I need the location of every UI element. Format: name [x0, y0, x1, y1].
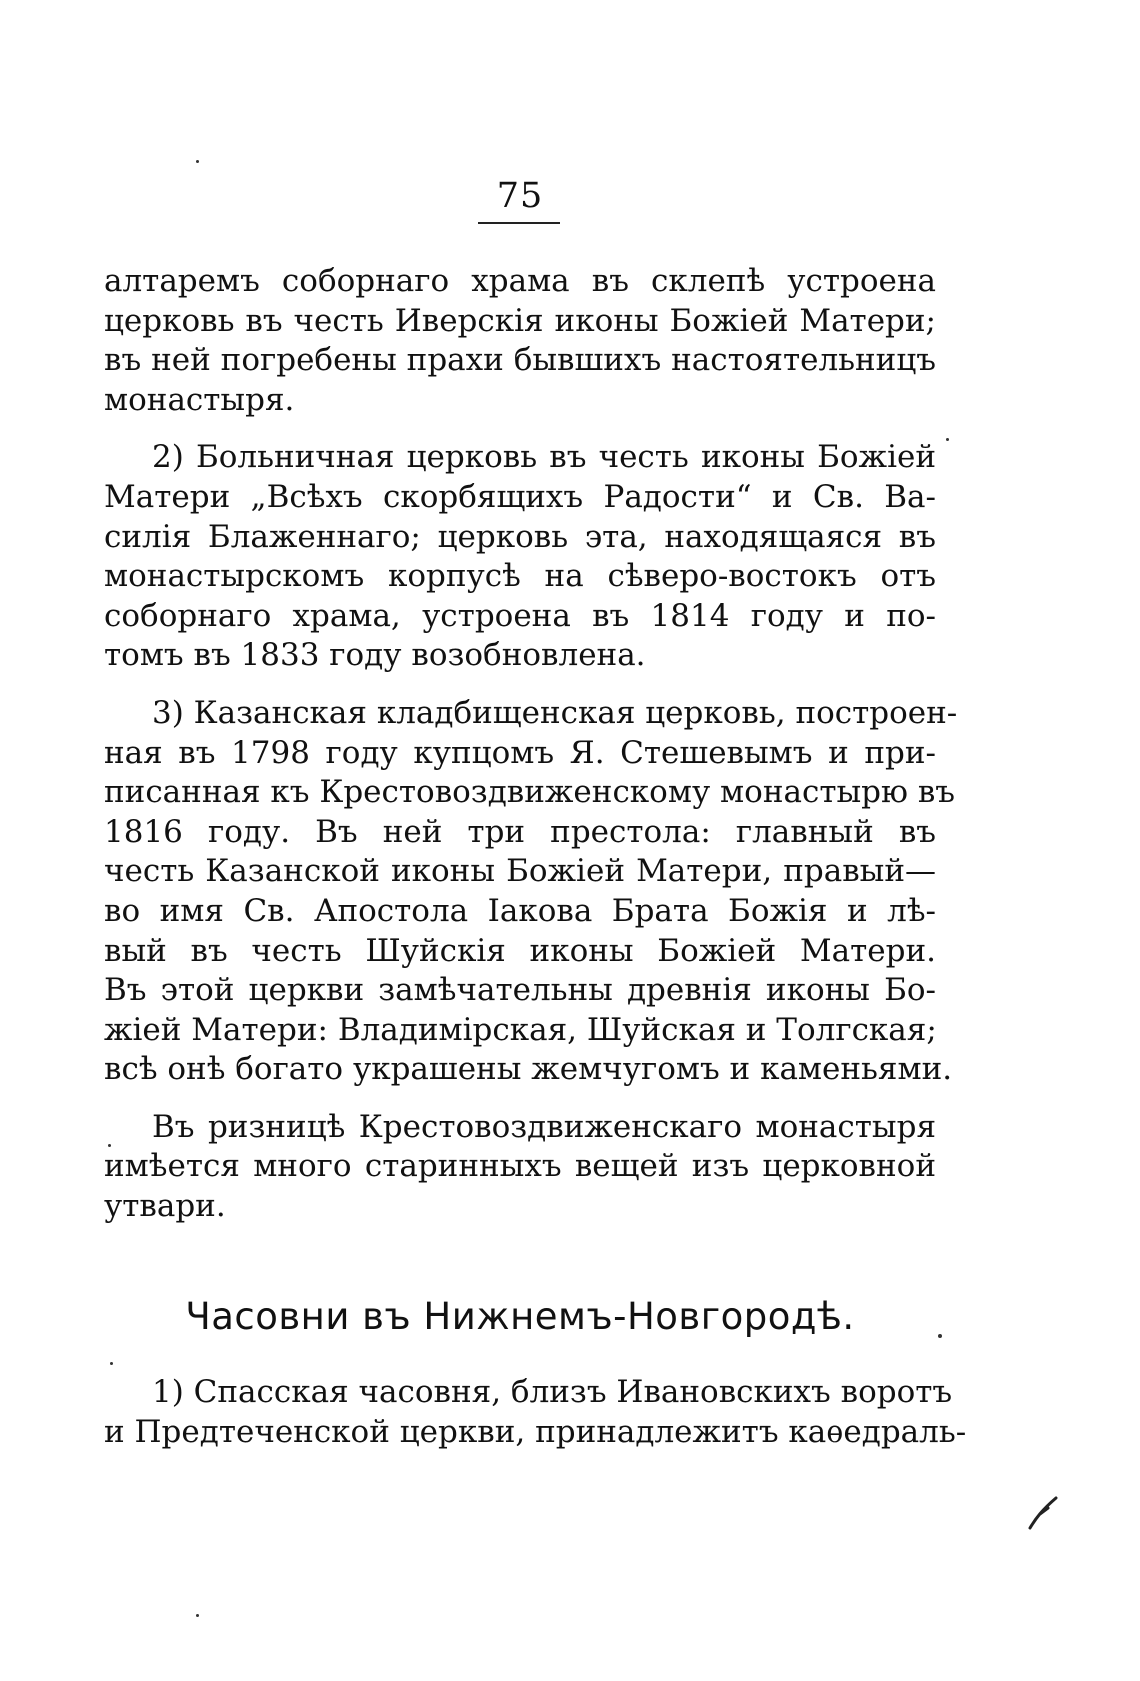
paragraph-4: [104, 1108, 936, 1227]
scan-speck: [196, 1614, 199, 1617]
text-line: жіей Матери: Владимірская, Шуйская и Толгская;: [104, 1011, 937, 1048]
paragraph-1: [104, 262, 936, 420]
body-text: [104, 262, 958, 1245]
pen-stroke-mark: [1026, 1492, 1060, 1532]
paragraph-5: [104, 1373, 967, 1452]
paragraph-2: [104, 438, 936, 676]
text-line: Въ ризницѣ Крестовоздвиженскаго монастыря: [152, 1108, 936, 1145]
text-line: утвари.: [104, 1188, 226, 1225]
text-line: 1816 году. Въ ней три престола: главный въ: [104, 813, 936, 850]
text-line: всѣ онѣ богато украшены жемчугомъ и каменьями.: [104, 1051, 953, 1088]
scan-speck: [196, 160, 199, 163]
scan-speck: [108, 1144, 111, 1147]
text-line: и Предтеченской церкви, принадлежитъ каѳедраль-: [104, 1413, 967, 1450]
text-line: алтаремъ соборнаго храма въ склепѣ устроена: [104, 263, 936, 299]
scan-speck: [946, 438, 949, 441]
text-line: въ ней погребены прахи бывшихъ настоятельницъ: [104, 342, 936, 379]
scan-speck: [938, 1334, 942, 1338]
text-line: монастырскомъ корпусѣ на сѣверо-востокъ отъ: [104, 558, 936, 595]
text-line: вый въ честь Шуйскія иконы Божіей Матери.: [104, 932, 936, 969]
text-line: ная въ 1798 году купцомъ Я. Стешевымъ и при-: [104, 734, 936, 771]
text-line: силія Блаженнаго; церковь эта, находящаяся въ: [104, 518, 936, 555]
text-line: монастыря.: [104, 381, 295, 418]
text-line: 2) Больничная церковь въ честь иконы Божіей: [152, 439, 936, 476]
text-line: честь Казанской иконы Божіей Матери, правый—: [104, 853, 936, 890]
text-line: 1) Спасская часовня, близъ Ивановскихъ воротъ: [152, 1374, 953, 1410]
text-line: томъ въ 1833 году возобновлена.: [104, 637, 646, 674]
section-text: [104, 1373, 967, 1470]
text-line: имѣется много старинныхъ вещей изъ церковной: [104, 1148, 936, 1185]
text-line: соборнаго храма, устроена въ 1814 году и по-: [104, 597, 936, 634]
text-line: Матери „Всѣхъ скорбящихъ Радости“ и Св. Ва-: [104, 478, 936, 515]
page-number-rule: [478, 222, 560, 224]
scan-speck: [110, 1362, 113, 1365]
text-line: Въ этой церкви замѣчательны древнія иконы Бо-: [104, 972, 936, 1009]
text-line: писанная къ Крестовоздвиженскому монастырю въ: [104, 774, 956, 811]
text-line: 3) Казанская кладбищенская церковь, построен-: [152, 694, 958, 731]
section-heading: Часовни въ Нижнемъ-Новгородѣ.: [185, 1295, 855, 1338]
paragraph-3: [104, 694, 958, 1090]
text-line: во имя Св. Апостола Іакова Брата Божія и лѣ-: [104, 892, 936, 929]
page-number: 75: [496, 176, 544, 216]
text-line: церковь въ честь Иверскія иконы Божіей Матери;: [104, 302, 936, 339]
